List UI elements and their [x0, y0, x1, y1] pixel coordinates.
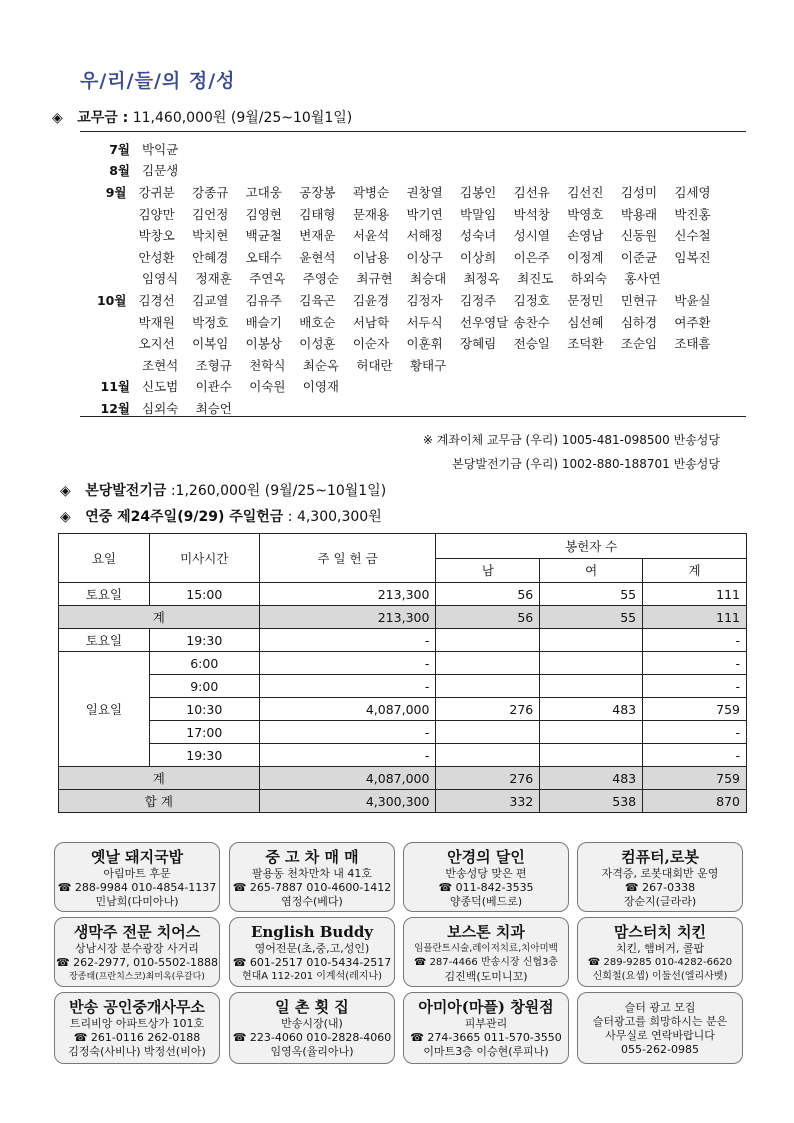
diamond-icon: ◈ — [60, 483, 71, 499]
cell-male: 332 — [436, 790, 540, 813]
donor-name: 이복임 — [192, 336, 229, 352]
donor-name: 공장봉 — [299, 184, 336, 200]
donor-month: 10월 — [96, 292, 127, 308]
ad-name: 안경의 달인 — [447, 848, 525, 866]
table-row — [59, 698, 747, 721]
ad-box — [229, 992, 395, 1064]
ad-owner: 신희철(요셉) 이둘선(엘리사벳) — [592, 971, 728, 982]
donor-name: 주영순 — [302, 271, 340, 287]
ad-phone: ☎ 288-9984 010-4854-1137 — [57, 881, 217, 894]
donor-name: 김선유 — [513, 184, 550, 200]
cell-day: 토요일 — [59, 629, 150, 652]
ad-line: 피부관리 — [464, 1017, 508, 1030]
donor-name: 정재훈 — [195, 271, 232, 287]
cell-total: - — [643, 744, 747, 767]
donor-month: 12월 — [100, 400, 130, 416]
ad-owner: 장순지(글라라) — [623, 895, 697, 908]
donor-name: 신동원 — [620, 228, 658, 244]
donor-row — [88, 354, 728, 376]
ad-name: 맘스터치 치킨 — [613, 923, 707, 941]
cell-total: 759 — [643, 698, 747, 721]
ad-owner: 장종태(프란치스코)최미옥(루갈다) — [69, 972, 205, 982]
donor-name: 서해정 — [406, 228, 443, 244]
donor-name: 오태수 — [245, 249, 282, 265]
donor-name: 장혜림 — [460, 336, 497, 352]
donor-name: 박익균 — [142, 141, 179, 157]
donor-name: 서남학 — [352, 314, 390, 330]
table-row — [59, 721, 747, 744]
donor-row — [88, 289, 728, 311]
table-row — [59, 629, 747, 652]
ad-name: 생막주 전문 치어스 — [73, 923, 201, 941]
donor-name: 박정호 — [192, 314, 229, 330]
donor-name: 송찬수 — [513, 314, 550, 330]
donor-name: 선우영달 — [460, 314, 509, 330]
donor-name: 하외숙 — [570, 271, 607, 287]
donor-name: 홍사연 — [624, 271, 661, 287]
header-offering: 주 일 헌 금 — [259, 534, 436, 583]
header-female: 여 — [540, 558, 643, 583]
donor-name: 천학식 — [249, 357, 286, 373]
cell-male: 56 — [436, 583, 540, 606]
header-day: 요일 — [59, 534, 150, 583]
donor-name: 백균철 — [245, 228, 282, 244]
development-fund-label: 본당발전기금 — [85, 483, 167, 499]
ad-owner: 김정숙(사비나) 박정선(비아) — [68, 1045, 206, 1058]
cell-amount: - — [259, 675, 436, 698]
donor-name: 허대란 — [356, 357, 393, 373]
ad-line: 팔용동 천차만차 내 41호 — [251, 867, 373, 880]
page-title: 우/리/들/의 정/성 — [80, 70, 236, 92]
donor-name: 김선진 — [567, 184, 604, 200]
ad-name: 옛날 돼지국밥 — [90, 848, 184, 866]
education-fund-label: 교무금 : — [77, 110, 129, 126]
sunday-offering-heading — [60, 506, 382, 526]
subtotal-row — [59, 606, 747, 629]
donor-name: 이상구 — [406, 249, 443, 265]
cell-male: 56 — [436, 606, 540, 629]
donor-name: 김정자 — [406, 292, 443, 308]
donor-name: 신수철 — [674, 228, 711, 244]
ad-name: 반송 공인중개사무소 — [69, 998, 205, 1016]
donor-row — [88, 138, 728, 160]
cell-total: - — [643, 721, 747, 744]
donor-name: 주연옥 — [249, 271, 286, 287]
cell-day: 일요일 — [59, 652, 150, 767]
ad-line: 슬터광고를 희망하시는 분은 — [592, 1015, 728, 1028]
ad-phone: ☎ 287-4466 반송시장 신협3층 — [413, 957, 559, 968]
ad-phone: ☎ 011-842-3535 — [438, 881, 534, 894]
ad-name: 일 촌 횟 집 — [275, 998, 349, 1016]
cell-female: 55 — [540, 606, 643, 629]
donor-row — [88, 181, 728, 203]
header-total: 계 — [643, 558, 747, 583]
education-fund-heading — [52, 107, 352, 127]
ad-phone: 055-262-0985 — [621, 1043, 699, 1056]
ad-recruit-box — [577, 992, 743, 1064]
donor-name: 박재원 — [138, 314, 175, 330]
development-fund-heading — [60, 480, 386, 500]
ad-line: 임플란트시술,레이저치료,치아미백 — [414, 943, 558, 954]
ad-line: 영어전문(초,중,고,성인) — [254, 942, 370, 955]
ad-line: 슬터 광고 모집 — [624, 1001, 696, 1014]
donor-row — [88, 376, 728, 398]
ad-line: 치킨, 햄버거, 콜팝 — [615, 942, 705, 955]
donor-name: 최정옥 — [463, 271, 500, 287]
grand-total-row — [59, 790, 747, 813]
donor-name: 신도범 — [142, 379, 179, 395]
table-row — [59, 744, 747, 767]
cell-total: - — [643, 652, 747, 675]
donor-name: 김태형 — [299, 206, 336, 222]
header-donors: 봉헌자 수 — [436, 534, 747, 559]
donor-name: 임영식 — [142, 271, 179, 287]
donor-name: 조덕환 — [567, 336, 604, 352]
donor-name: 심외숙 — [142, 400, 179, 416]
ad-name: 중 고 차 매 매 — [265, 848, 359, 866]
cell-time: 19:30 — [149, 744, 259, 767]
donor-name: 최순옥 — [302, 357, 340, 373]
donor-name: 최승언 — [195, 400, 232, 416]
donor-name: 강종규 — [192, 184, 229, 200]
ad-line: 아림마트 후문 — [103, 867, 171, 880]
ad-line: 트리비앙 아파트상가 101호 — [69, 1017, 205, 1030]
ad-line: 반송성당 맞은 편 — [445, 867, 527, 880]
cell-female: 538 — [540, 790, 643, 813]
donor-name: 서두식 — [406, 314, 443, 330]
cell-female — [540, 744, 643, 767]
donor-name: 심하경 — [620, 314, 658, 330]
cell-total: 111 — [643, 583, 747, 606]
ad-owner: 양종덕(베드로) — [449, 895, 523, 908]
ad-box — [54, 992, 220, 1064]
donor-name: 박용래 — [620, 206, 658, 222]
cell-time: 19:30 — [149, 629, 259, 652]
cell-female — [540, 629, 643, 652]
donor-name: 최승대 — [409, 271, 447, 287]
cell-total: - — [643, 629, 747, 652]
ad-box — [403, 842, 569, 912]
cell-male — [436, 652, 540, 675]
donor-name: 성시열 — [513, 228, 550, 244]
cell-amount: 4,087,000 — [259, 698, 436, 721]
cell-male: 276 — [436, 767, 540, 790]
cell-amount: - — [259, 629, 436, 652]
ad-line: 상남시장 분수광장 사거리 — [75, 942, 199, 955]
ad-phone: ☎ 265-7887 010-4600-1412 — [232, 881, 392, 894]
donor-name: 조순임 — [620, 336, 658, 352]
cell-amount: - — [259, 652, 436, 675]
donor-name: 최진도 — [517, 271, 554, 287]
donor-row — [88, 311, 728, 333]
cell-day: 토요일 — [59, 583, 150, 606]
donor-name: 곽병순 — [352, 184, 390, 200]
cell-total: 759 — [643, 767, 747, 790]
donor-name: 김경선 — [138, 292, 175, 308]
donor-name: 이준균 — [620, 249, 658, 265]
ad-owner: 이마트3층 이승현(루피나) — [423, 1045, 549, 1058]
donor-name: 김유주 — [245, 292, 282, 308]
header-male: 남 — [436, 558, 540, 583]
donor-month: 8월 — [109, 163, 130, 179]
cell-male — [436, 629, 540, 652]
ad-line: 반송시장(내) — [281, 1017, 343, 1030]
ad-phone: ☎ 274-3665 011-570-3550 — [410, 1031, 562, 1044]
donor-name: 성숙녀 — [460, 228, 497, 244]
ad-phone: ☎ 267-0338 — [624, 881, 696, 894]
table-header-row — [59, 534, 747, 559]
donor-name: 이숙원 — [249, 379, 286, 395]
donor-name: 박윤실 — [674, 292, 711, 308]
donor-name: 문정민 — [567, 292, 604, 308]
ad-phone: ☎ 261-0116 262-0188 — [73, 1031, 201, 1044]
ad-box — [577, 842, 743, 912]
donor-name: 조태흠 — [674, 336, 711, 352]
donor-month: 7월 — [109, 141, 130, 157]
donor-name: 이순자 — [352, 336, 390, 352]
donor-name: 전승일 — [513, 336, 550, 352]
table-row — [59, 675, 747, 698]
cell-label: 합 계 — [59, 790, 260, 813]
donor-name: 안혜경 — [192, 249, 229, 265]
donor-name: 이영재 — [302, 379, 340, 395]
cell-female — [540, 675, 643, 698]
donor-row — [88, 268, 728, 290]
donor-name: 권창열 — [406, 184, 443, 200]
ad-line: 자격증, 로봇대회반 운영 — [601, 867, 719, 880]
cell-female: 483 — [540, 698, 643, 721]
cell-time: 15:00 — [149, 583, 259, 606]
ad-box — [229, 842, 395, 912]
cell-female: 483 — [540, 767, 643, 790]
donor-name: 김정호 — [513, 292, 550, 308]
donor-name: 조현석 — [142, 357, 179, 373]
diamond-icon: ◈ — [60, 509, 71, 525]
cell-amount: 213,300 — [259, 583, 436, 606]
donor-name: 김성미 — [620, 184, 658, 200]
cell-amount: - — [259, 744, 436, 767]
donor-row — [88, 246, 728, 268]
donor-name: 김문생 — [142, 163, 179, 179]
donor-name: 배호순 — [299, 314, 336, 330]
donor-name: 황태구 — [409, 357, 447, 373]
donor-name: 민현규 — [620, 292, 658, 308]
cell-amount: 4,087,000 — [259, 767, 436, 790]
donor-name: 심선혜 — [567, 314, 604, 330]
donor-name: 김교열 — [192, 292, 229, 308]
sunday-offering-amount: : 4,300,300원 — [287, 509, 382, 525]
ad-name: 컴퓨터,로봇 — [621, 848, 699, 866]
development-fund-amount: :1,260,000원 (9월/25~10월1일) — [170, 483, 387, 499]
ad-owner: 염정수(베다) — [281, 895, 343, 908]
donor-name: 김윤경 — [352, 292, 390, 308]
donor-name: 이남용 — [352, 249, 390, 265]
ad-phone: ☎ 601-2517 010-5434-2517 — [232, 956, 392, 969]
cell-total: 111 — [643, 606, 747, 629]
subtotal-row — [59, 767, 747, 790]
cell-female: 55 — [540, 583, 643, 606]
donor-name: 이훈휘 — [406, 336, 443, 352]
ad-phone: ☎ 262-2977, 010-5502-1888 — [55, 956, 219, 969]
ad-line: 사무실로 연락바랍니다 — [605, 1029, 715, 1042]
cell-time: 10:30 — [149, 698, 259, 721]
cell-label: 계 — [59, 606, 260, 629]
donor-name: 이성훈 — [299, 336, 336, 352]
cell-time: 17:00 — [149, 721, 259, 744]
donor-name: 최규현 — [356, 271, 393, 287]
donor-name: 박진홍 — [674, 206, 711, 222]
table-row — [59, 652, 747, 675]
cell-male — [436, 744, 540, 767]
donor-name: 김정주 — [460, 292, 497, 308]
donor-name: 김봉인 — [460, 184, 497, 200]
donor-name: 김양만 — [138, 206, 175, 222]
table-row — [59, 583, 747, 606]
ad-name: English Buddy — [250, 923, 374, 941]
donor-name: 이관수 — [195, 379, 232, 395]
ad-box — [54, 917, 220, 987]
cell-male — [436, 675, 540, 698]
donor-name: 이은주 — [513, 249, 550, 265]
donor-name: 박말임 — [460, 206, 497, 222]
donor-name: 김언정 — [192, 206, 229, 222]
diamond-icon: ◈ — [52, 110, 63, 126]
account-note-1: ※ 계좌이체 교무금 (우리) 1005-481-098500 반송성당 — [422, 433, 720, 447]
donor-name: 오지선 — [138, 336, 175, 352]
ad-name: 보스톤 치과 — [447, 923, 525, 941]
donor-name: 조형규 — [195, 357, 232, 373]
donor-row — [88, 160, 728, 182]
ad-owner: 현대A 112-201 이계석(레지나) — [241, 971, 383, 982]
donor-row — [88, 224, 728, 246]
ad-box — [403, 992, 569, 1064]
donor-row — [88, 332, 728, 354]
education-fund-amount: 11,460,000원 (9월/25~10월1일) — [132, 110, 353, 126]
header-time: 미사시간 — [149, 534, 259, 583]
ad-box — [229, 917, 395, 987]
donor-name: 고대웅 — [245, 184, 282, 200]
donor-name: 강귀분 — [138, 184, 175, 200]
donor-name: 김육곤 — [299, 292, 336, 308]
offering-table — [58, 533, 747, 813]
donor-name: 서윤석 — [352, 228, 390, 244]
ad-owner: 임영옥(율리아나) — [270, 1045, 354, 1058]
donor-name: 박치현 — [192, 228, 229, 244]
donor-name: 임복진 — [674, 249, 711, 265]
cell-female — [540, 652, 643, 675]
donor-name: 문재용 — [352, 206, 390, 222]
ad-box — [577, 917, 743, 987]
cell-total: - — [643, 675, 747, 698]
cell-amount: 4,300,300 — [259, 790, 436, 813]
donor-month: 11월 — [100, 379, 130, 395]
donor-name: 박석창 — [513, 206, 550, 222]
divider — [80, 416, 746, 417]
cell-time: 9:00 — [149, 675, 259, 698]
donor-name: 박창오 — [138, 228, 175, 244]
cell-label: 계 — [59, 767, 260, 790]
cell-time: 6:00 — [149, 652, 259, 675]
account-note-2: 본당발전기금 (우리) 1002-880-188701 반송성당 — [452, 457, 720, 471]
donor-name: 안성환 — [138, 249, 175, 265]
donor-name: 김영현 — [245, 206, 282, 222]
donor-month: 9월 — [105, 184, 127, 200]
cell-female — [540, 721, 643, 744]
donor-name: 여주환 — [674, 314, 711, 330]
donor-name: 이정계 — [567, 249, 604, 265]
donor-name: 배슬기 — [245, 314, 282, 330]
donor-row — [88, 203, 728, 225]
ad-phone: ☎ 289-9285 010-4282-6620 — [587, 957, 733, 968]
donor-name: 손영남 — [567, 228, 604, 244]
donor-name: 윤현석 — [299, 249, 336, 265]
donor-name: 박기연 — [406, 206, 443, 222]
donor-name: 박영호 — [567, 206, 604, 222]
donor-name: 이상희 — [460, 249, 497, 265]
sunday-offering-label: 연중 제24주일(9/29) 주일헌금 — [85, 509, 284, 525]
ad-phone: ☎ 223-4060 010-2828-4060 — [232, 1031, 392, 1044]
ad-name: 아미아(마플) 창원점 — [418, 998, 554, 1016]
ad-box — [54, 842, 220, 912]
donor-name: 변재운 — [299, 228, 336, 244]
ad-owner: 김진백(도미니꼬) — [444, 970, 528, 983]
donor-name: 김세영 — [674, 184, 711, 200]
divider — [80, 131, 746, 132]
cell-amount: - — [259, 721, 436, 744]
donor-name: 이봉상 — [245, 336, 282, 352]
cell-amount: 213,300 — [259, 606, 436, 629]
ad-box — [403, 917, 569, 987]
cell-male: 276 — [436, 698, 540, 721]
ad-owner: 민남희(다미아나) — [95, 895, 179, 908]
cell-total: 870 — [643, 790, 747, 813]
cell-male — [436, 721, 540, 744]
donor-list — [88, 138, 728, 419]
